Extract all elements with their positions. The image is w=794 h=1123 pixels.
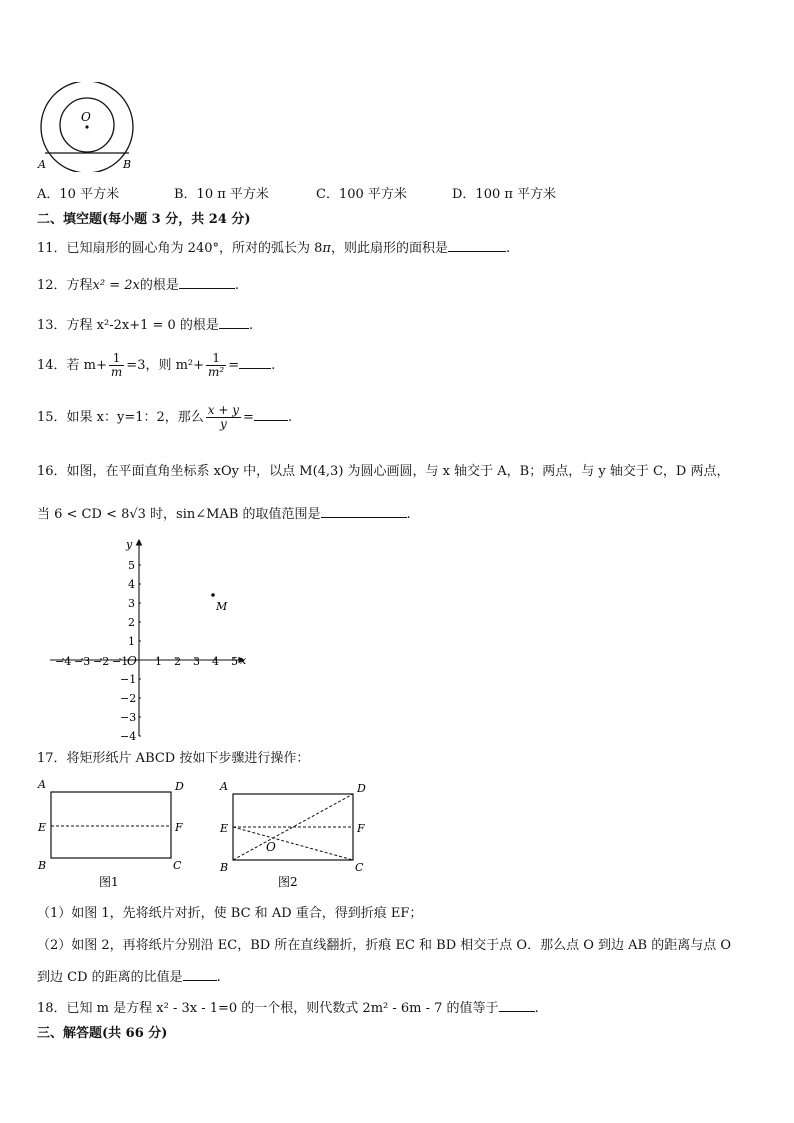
fig2-label-f: F [357,822,365,835]
fig1-label-f: F [175,821,183,834]
option-d: D．100 π 平方米 [452,187,557,202]
q12-text: 12．方程 [37,278,93,293]
fig1-rectangle [51,792,171,858]
section-3-heading: 三、解答题(共 66 分) [37,1026,168,1041]
q12-post: 的根是 [139,278,179,293]
question-11 [37,239,510,258]
x-tick-label: 5 [231,655,238,668]
q12-equation: x² = 2x [92,278,140,293]
q18-answer-blank[interactable] [499,999,535,1012]
fig1-caption: 图1 [99,875,119,889]
fig2-label-a: A [220,780,228,793]
label-a: A [38,158,46,171]
origin-label: O [127,654,137,668]
fig2-label-c: C [355,861,364,874]
x-tick-label: −4 [55,655,72,668]
question-16-line-2 [37,505,411,524]
q16-answer-blank[interactable] [321,505,407,518]
y-tick-label: 1 [128,635,135,648]
option-a: A．10 平方米 [37,187,120,202]
q11-answer-blank[interactable] [448,239,506,252]
q11-end: . [505,241,511,256]
q14-num-2: 1 [212,351,220,365]
q14-eq: = [228,358,240,373]
y-tick-label: 3 [128,597,135,610]
y-axis-label: y [126,538,133,551]
y-tick-label: 5 [128,559,135,572]
q18-end: . [534,1001,539,1016]
y-tick-label: −3 [120,711,137,724]
coordinate-plane [46,536,256,740]
q17-text: 到边 CD 的距离的比值是 [37,970,183,985]
question-14 [37,348,275,384]
section-2-heading: 二、填空题(每小题 3 分，共 24 分) [37,212,251,227]
question-17-step-2: （2）如图 2，再将纸片分别沿 EC，BD 所在直线翻折，折痕 EC 和 BD 相交于点 O．那么点 O 到边 AB 的距离与点 O [37,938,732,953]
fig1-label-e: E [38,821,47,834]
q16-end: . [406,507,411,522]
q14-num-1: 1 [112,351,121,365]
x-tick-label: 3 [193,655,200,668]
q17-answer-blank[interactable] [183,968,217,981]
q15-fraction [206,404,241,431]
q13-end: . [248,318,254,333]
q14-text: 14．若 m+ [37,358,107,373]
q12-end: . [234,278,240,293]
q15-eq: = [243,410,254,425]
annulus-figure [36,82,140,172]
figure-1 [36,776,192,892]
q14-den-2: m² [208,365,225,379]
q16-text: 当 6 < CD < 8√3 时，sin∠MAB 的取值范围是 [37,507,321,522]
q13-text: 13．方程 x²-2x+1 = 0 的根是 [37,318,219,333]
q15-answer-blank[interactable] [254,408,288,421]
label-o: O [81,110,91,124]
point-m [211,593,215,597]
option-b: B．10 π 平方米 [174,187,269,202]
q11-pi: π [322,241,331,256]
figure-2 [218,776,378,892]
x-tick-label: −1 [112,655,129,668]
fig2-caption: 图2 [278,875,298,889]
question-17-intro: 17．将矩形纸片 ABCD 按如下步骤进行操作： [37,751,310,766]
q14-mid: =3，则 m²+ [126,358,205,373]
x-tick-label: 4 [212,655,219,668]
point-m-label: M [216,600,228,613]
q15-num: x + y [207,403,240,417]
question-17-step-2b [37,968,221,987]
fig1-label-c: C [173,859,182,872]
fig2-fold-ec [233,827,353,860]
fig2-label-d: D [357,782,366,795]
y-tick-label: −4 [120,730,137,740]
q14-fraction-2 [206,352,226,379]
question-16-line-1: 16．如图，在平面直角坐标系 xOy 中，以点 M(4,3) 为圆心画圆，与 x 轴交于 A，B；两点，与 y 轴交于 C，D 两点， [37,464,730,479]
x-tick-label: −2 [93,655,110,668]
q11-text: 11．已知扇形的圆心角为 240°，所对的弧长为 8 [37,241,323,256]
x-tick-label: 1 [155,655,162,668]
q15-end: . [287,410,293,425]
q14-fraction-1 [109,352,124,379]
q15-den: y [206,417,241,431]
q17-end: . [216,970,221,985]
question-18 [37,999,539,1018]
q15-text: 15．如果 x：y=1：2，那么 [37,410,204,425]
fig1-label-d: D [175,780,184,793]
fig1-label-b: B [38,859,47,872]
question-12 [37,276,239,295]
fig2-label-b: B [220,861,229,874]
q13-answer-blank[interactable] [219,316,249,329]
q14-answer-blank[interactable] [239,356,271,369]
x-tick-label: −3 [74,655,91,668]
q18-text: 18．已知 m 是方程 x² - 3x - 1=0 的一个根，则代数式 2m² - 6m - 7 的值等于 [37,1001,499,1016]
fig2-label-e: E [220,822,229,835]
inner-circle [60,98,114,152]
q14-end: . [271,358,276,373]
q12-answer-blank[interactable] [179,276,235,289]
center-point [85,125,88,128]
y-tick-label: −1 [120,673,137,686]
label-b: B [123,158,132,171]
y-tick-label: 2 [128,616,135,629]
question-15 [37,400,292,436]
q11-post: ，则此扇形的面积是 [330,241,448,256]
y-tick-label: 4 [128,578,135,591]
x-axis-label: x [240,654,247,667]
question-13 [37,316,253,335]
q14-den-1: m [110,365,123,379]
x-tick-label: 2 [174,655,181,668]
option-c: C．100 平方米 [316,187,407,202]
fig1-label-a: A [38,778,46,791]
fig2-label-o: O [266,840,276,854]
y-tick-label: −2 [120,692,137,705]
question-17-step-1: （1）如图 1，先将纸片对折，使 BC 和 AD 重合，得到折痕 EF； [37,906,423,921]
